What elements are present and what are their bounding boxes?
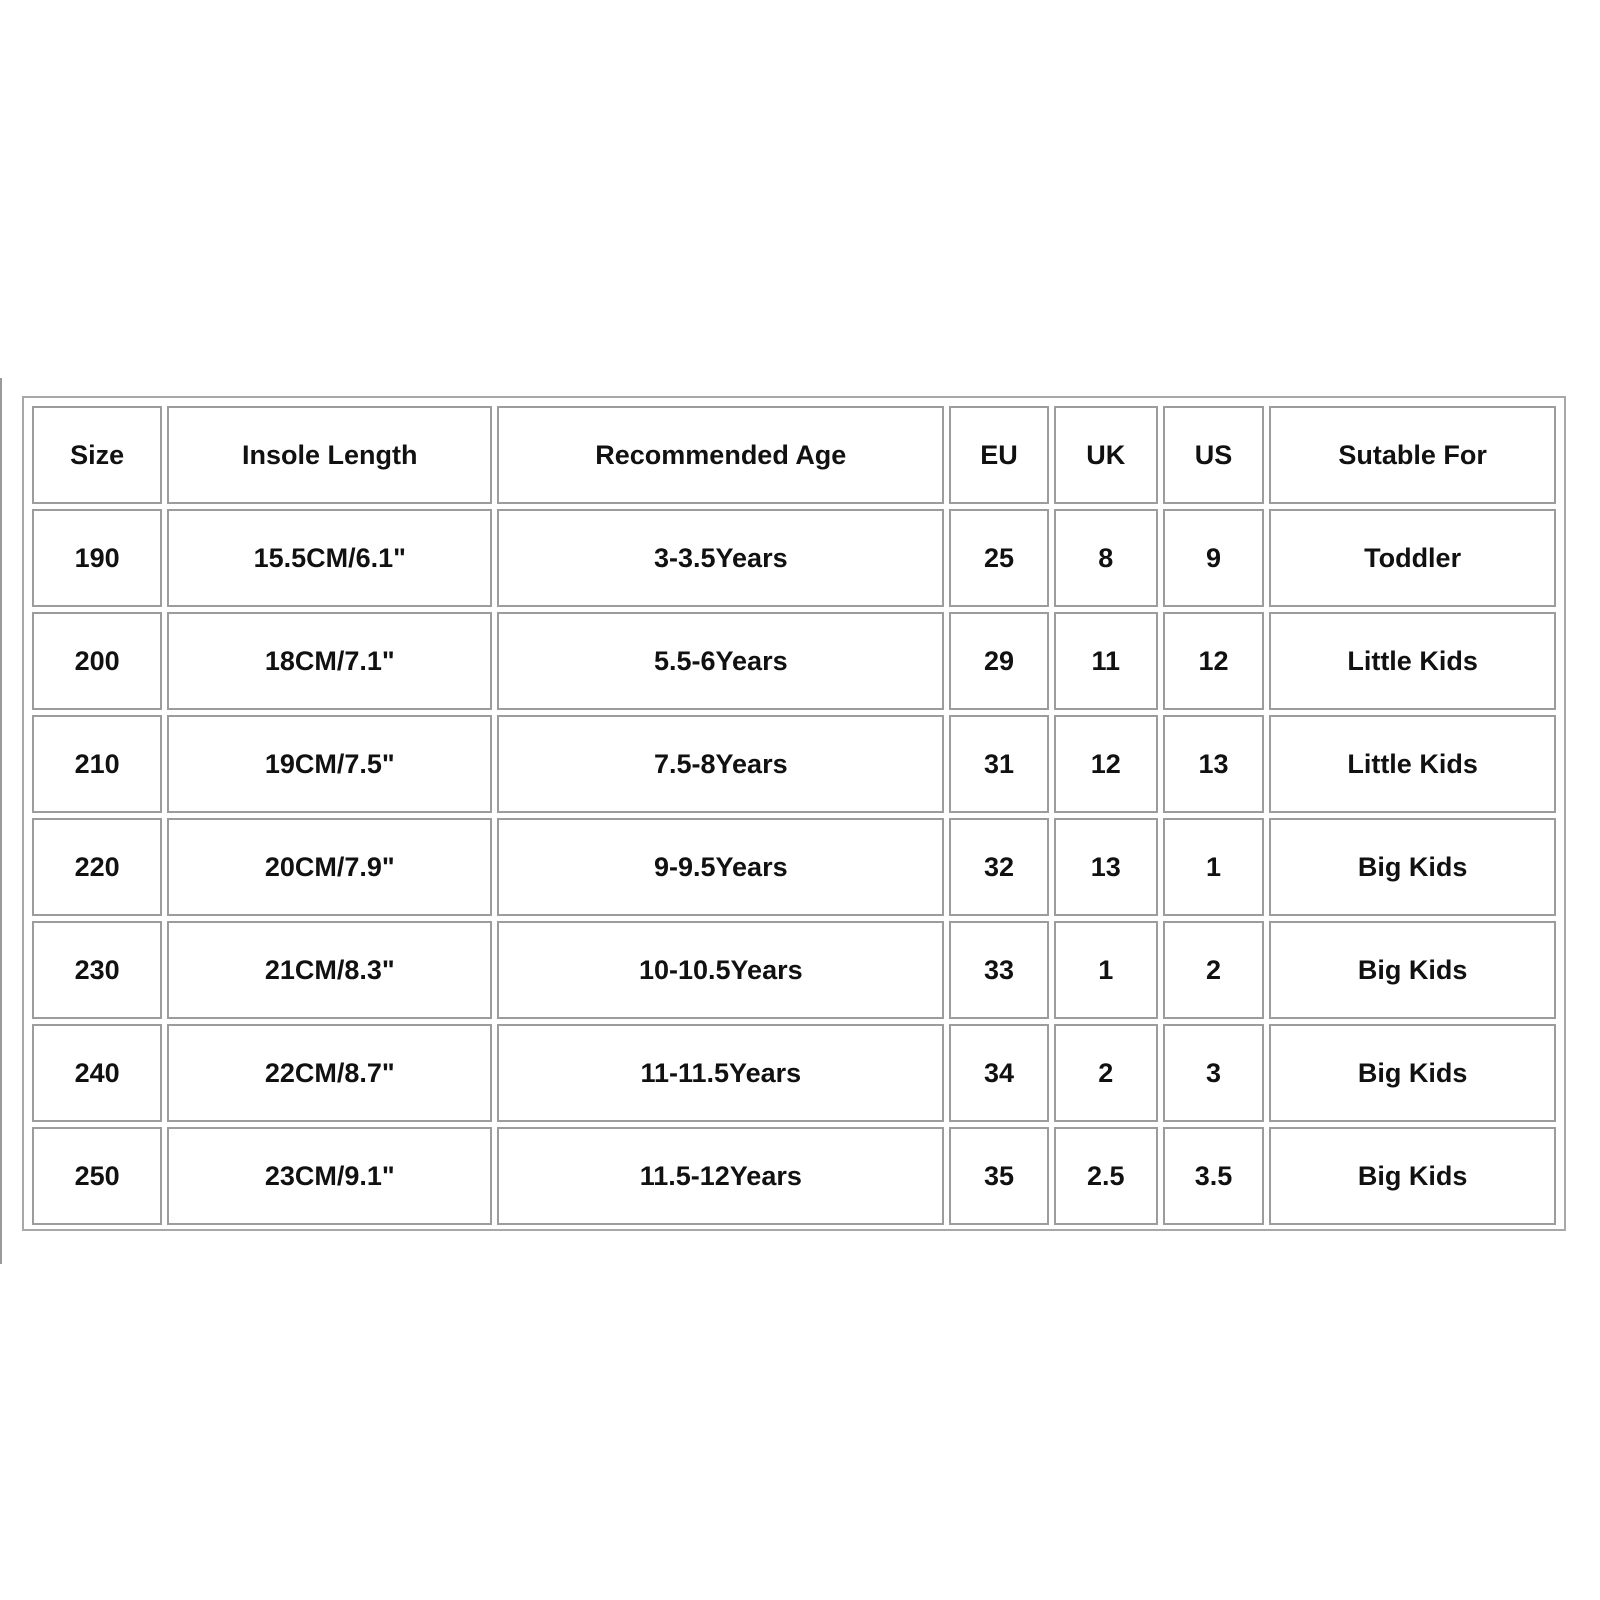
cell-recommended-age: 5.5-6Years xyxy=(497,612,944,710)
header-suitable-for: Sutable For xyxy=(1269,406,1556,504)
cell-suitable-for: Little Kids xyxy=(1269,612,1556,710)
cell-us: 3.5 xyxy=(1163,1127,1264,1225)
cell-size: 210 xyxy=(32,715,162,813)
cell-uk: 12 xyxy=(1054,715,1158,813)
table-header-row xyxy=(32,406,1556,504)
cell-size: 240 xyxy=(32,1024,162,1122)
cell-uk: 8 xyxy=(1054,509,1158,607)
table-row xyxy=(32,509,1556,607)
cell-insole-length: 18CM/7.1" xyxy=(167,612,492,710)
table-row xyxy=(32,1127,1556,1225)
cell-insole-length: 20CM/7.9" xyxy=(167,818,492,916)
cell-us: 3 xyxy=(1163,1024,1264,1122)
table-row xyxy=(32,612,1556,710)
cell-recommended-age: 7.5-8Years xyxy=(497,715,944,813)
cell-insole-length: 22CM/8.7" xyxy=(167,1024,492,1122)
header-recommended-age: Recommended Age xyxy=(497,406,944,504)
header-size: Size xyxy=(32,406,162,504)
table-row xyxy=(32,921,1556,1019)
cell-recommended-age: 3-3.5Years xyxy=(497,509,944,607)
cell-uk: 1 xyxy=(1054,921,1158,1019)
cell-eu: 25 xyxy=(949,509,1048,607)
cell-eu: 35 xyxy=(949,1127,1048,1225)
cell-uk: 11 xyxy=(1054,612,1158,710)
cell-uk: 2.5 xyxy=(1054,1127,1158,1225)
cell-insole-length: 23CM/9.1" xyxy=(167,1127,492,1225)
cell-insole-length: 15.5CM/6.1" xyxy=(167,509,492,607)
cell-uk: 2 xyxy=(1054,1024,1158,1122)
table-row xyxy=(32,818,1556,916)
cell-suitable-for: Big Kids xyxy=(1269,1024,1556,1122)
cell-size: 230 xyxy=(32,921,162,1019)
cell-recommended-age: 11-11.5Years xyxy=(497,1024,944,1122)
cell-us: 12 xyxy=(1163,612,1264,710)
cell-us: 1 xyxy=(1163,818,1264,916)
cell-insole-length: 21CM/8.3" xyxy=(167,921,492,1019)
header-insole-length: Insole Length xyxy=(167,406,492,504)
table-row xyxy=(32,1024,1556,1122)
table-row xyxy=(32,715,1556,813)
cell-uk: 13 xyxy=(1054,818,1158,916)
cell-eu: 29 xyxy=(949,612,1048,710)
size-chart-table xyxy=(27,401,1561,1230)
cell-us: 9 xyxy=(1163,509,1264,607)
cell-eu: 34 xyxy=(949,1024,1048,1122)
cell-recommended-age: 10-10.5Years xyxy=(497,921,944,1019)
cell-size: 220 xyxy=(32,818,162,916)
cell-size: 250 xyxy=(32,1127,162,1225)
cell-size: 200 xyxy=(32,612,162,710)
cell-suitable-for: Big Kids xyxy=(1269,1127,1556,1225)
cell-us: 13 xyxy=(1163,715,1264,813)
cell-insole-length: 19CM/7.5" xyxy=(167,715,492,813)
left-divider-line xyxy=(0,378,2,1264)
cell-eu: 33 xyxy=(949,921,1048,1019)
cell-recommended-age: 11.5-12Years xyxy=(497,1127,944,1225)
header-eu: EU xyxy=(949,406,1048,504)
cell-suitable-for: Big Kids xyxy=(1269,921,1556,1019)
cell-eu: 31 xyxy=(949,715,1048,813)
cell-us: 2 xyxy=(1163,921,1264,1019)
size-chart xyxy=(22,396,1566,1231)
cell-suitable-for: Big Kids xyxy=(1269,818,1556,916)
header-us: US xyxy=(1163,406,1264,504)
cell-size: 190 xyxy=(32,509,162,607)
cell-suitable-for: Toddler xyxy=(1269,509,1556,607)
header-uk: UK xyxy=(1054,406,1158,504)
cell-recommended-age: 9-9.5Years xyxy=(497,818,944,916)
cell-suitable-for: Little Kids xyxy=(1269,715,1556,813)
cell-eu: 32 xyxy=(949,818,1048,916)
